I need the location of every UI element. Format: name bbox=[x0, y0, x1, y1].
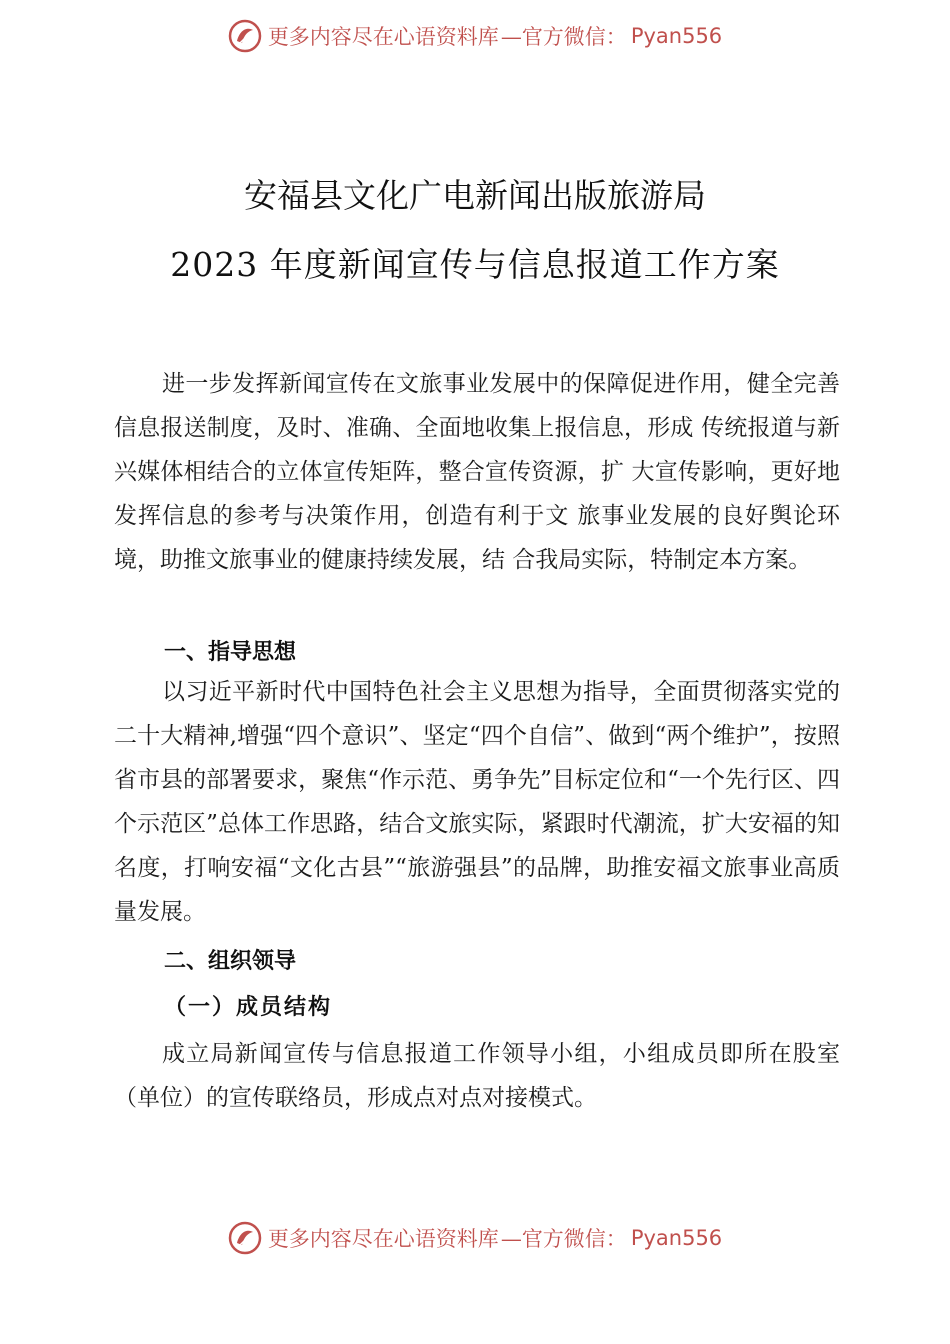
document-title-line2: 2023 年度新闻宣传与信息报道工作方案 bbox=[170, 245, 780, 284]
header-watermark-banner bbox=[0, 16, 950, 56]
footer-watermark-banner bbox=[0, 1218, 950, 1258]
banner-text-wechat-label: —官方微信： bbox=[500, 1227, 627, 1251]
member-structure-paragraph: 成立局新闻宣传与信息报道工作领导小组，小组成员即所在股室（单位）的宣传联络员，形成点对点对接模式。 bbox=[114, 1041, 840, 1111]
subsection-heading-member-structure: （一）成员结构 bbox=[164, 994, 333, 1020]
section-heading-guiding-thought: 一、指导思想 bbox=[164, 640, 297, 665]
document-title-line1: 安福县文化广电新闻出版旅游局 bbox=[244, 176, 706, 215]
banner-text-main: 更多内容尽在心语资料库 bbox=[267, 1227, 499, 1251]
guiding-thought-paragraph: 以习近平新时代中国特色社会主义思想为指导，全面贯彻落实党的二十大精神,增强“四个意识”、坚定“四个自信”、做到“两个维护”，按照省市县的部署要求，聚焦“作示范、勇争先”目标定位和“一个先行区、四个示范区”总体工作思路，结合文旅实际，紧跟时代潮流，扩大安福的知名度，打响安福“文化古县”“旅游强县”的品牌，助推安福文旅事业高质量发展。 bbox=[114, 679, 840, 925]
banner-text-wechat-id: Pyan556 bbox=[630, 1226, 723, 1250]
logo-icon bbox=[228, 19, 262, 53]
banner-text-wechat-id: Pyan556 bbox=[630, 24, 723, 48]
logo-icon bbox=[228, 1221, 262, 1255]
banner-text-wechat-label: —官方微信： bbox=[500, 25, 627, 49]
banner-text-main: 更多内容尽在心语资料库 bbox=[267, 25, 499, 49]
section-heading-organization: 二、组织领导 bbox=[164, 949, 297, 974]
intro-paragraph: 进一步发挥新闻宣传在文旅事业发展中的保障促进作用，健全完善信息报送制度，及时、准确、全面地收集上报信息，形成 传统报道与新兴媒体相结合的立体宣传矩阵，整合宣传资源，扩 大宣传影响，更好地发挥信息的参考与决策作用，创造有利于文 旅事业发展的良好舆论环境，助推文旅事业的健康持续发展，结 合我局实际，特制定本方案。 bbox=[114, 371, 840, 573]
